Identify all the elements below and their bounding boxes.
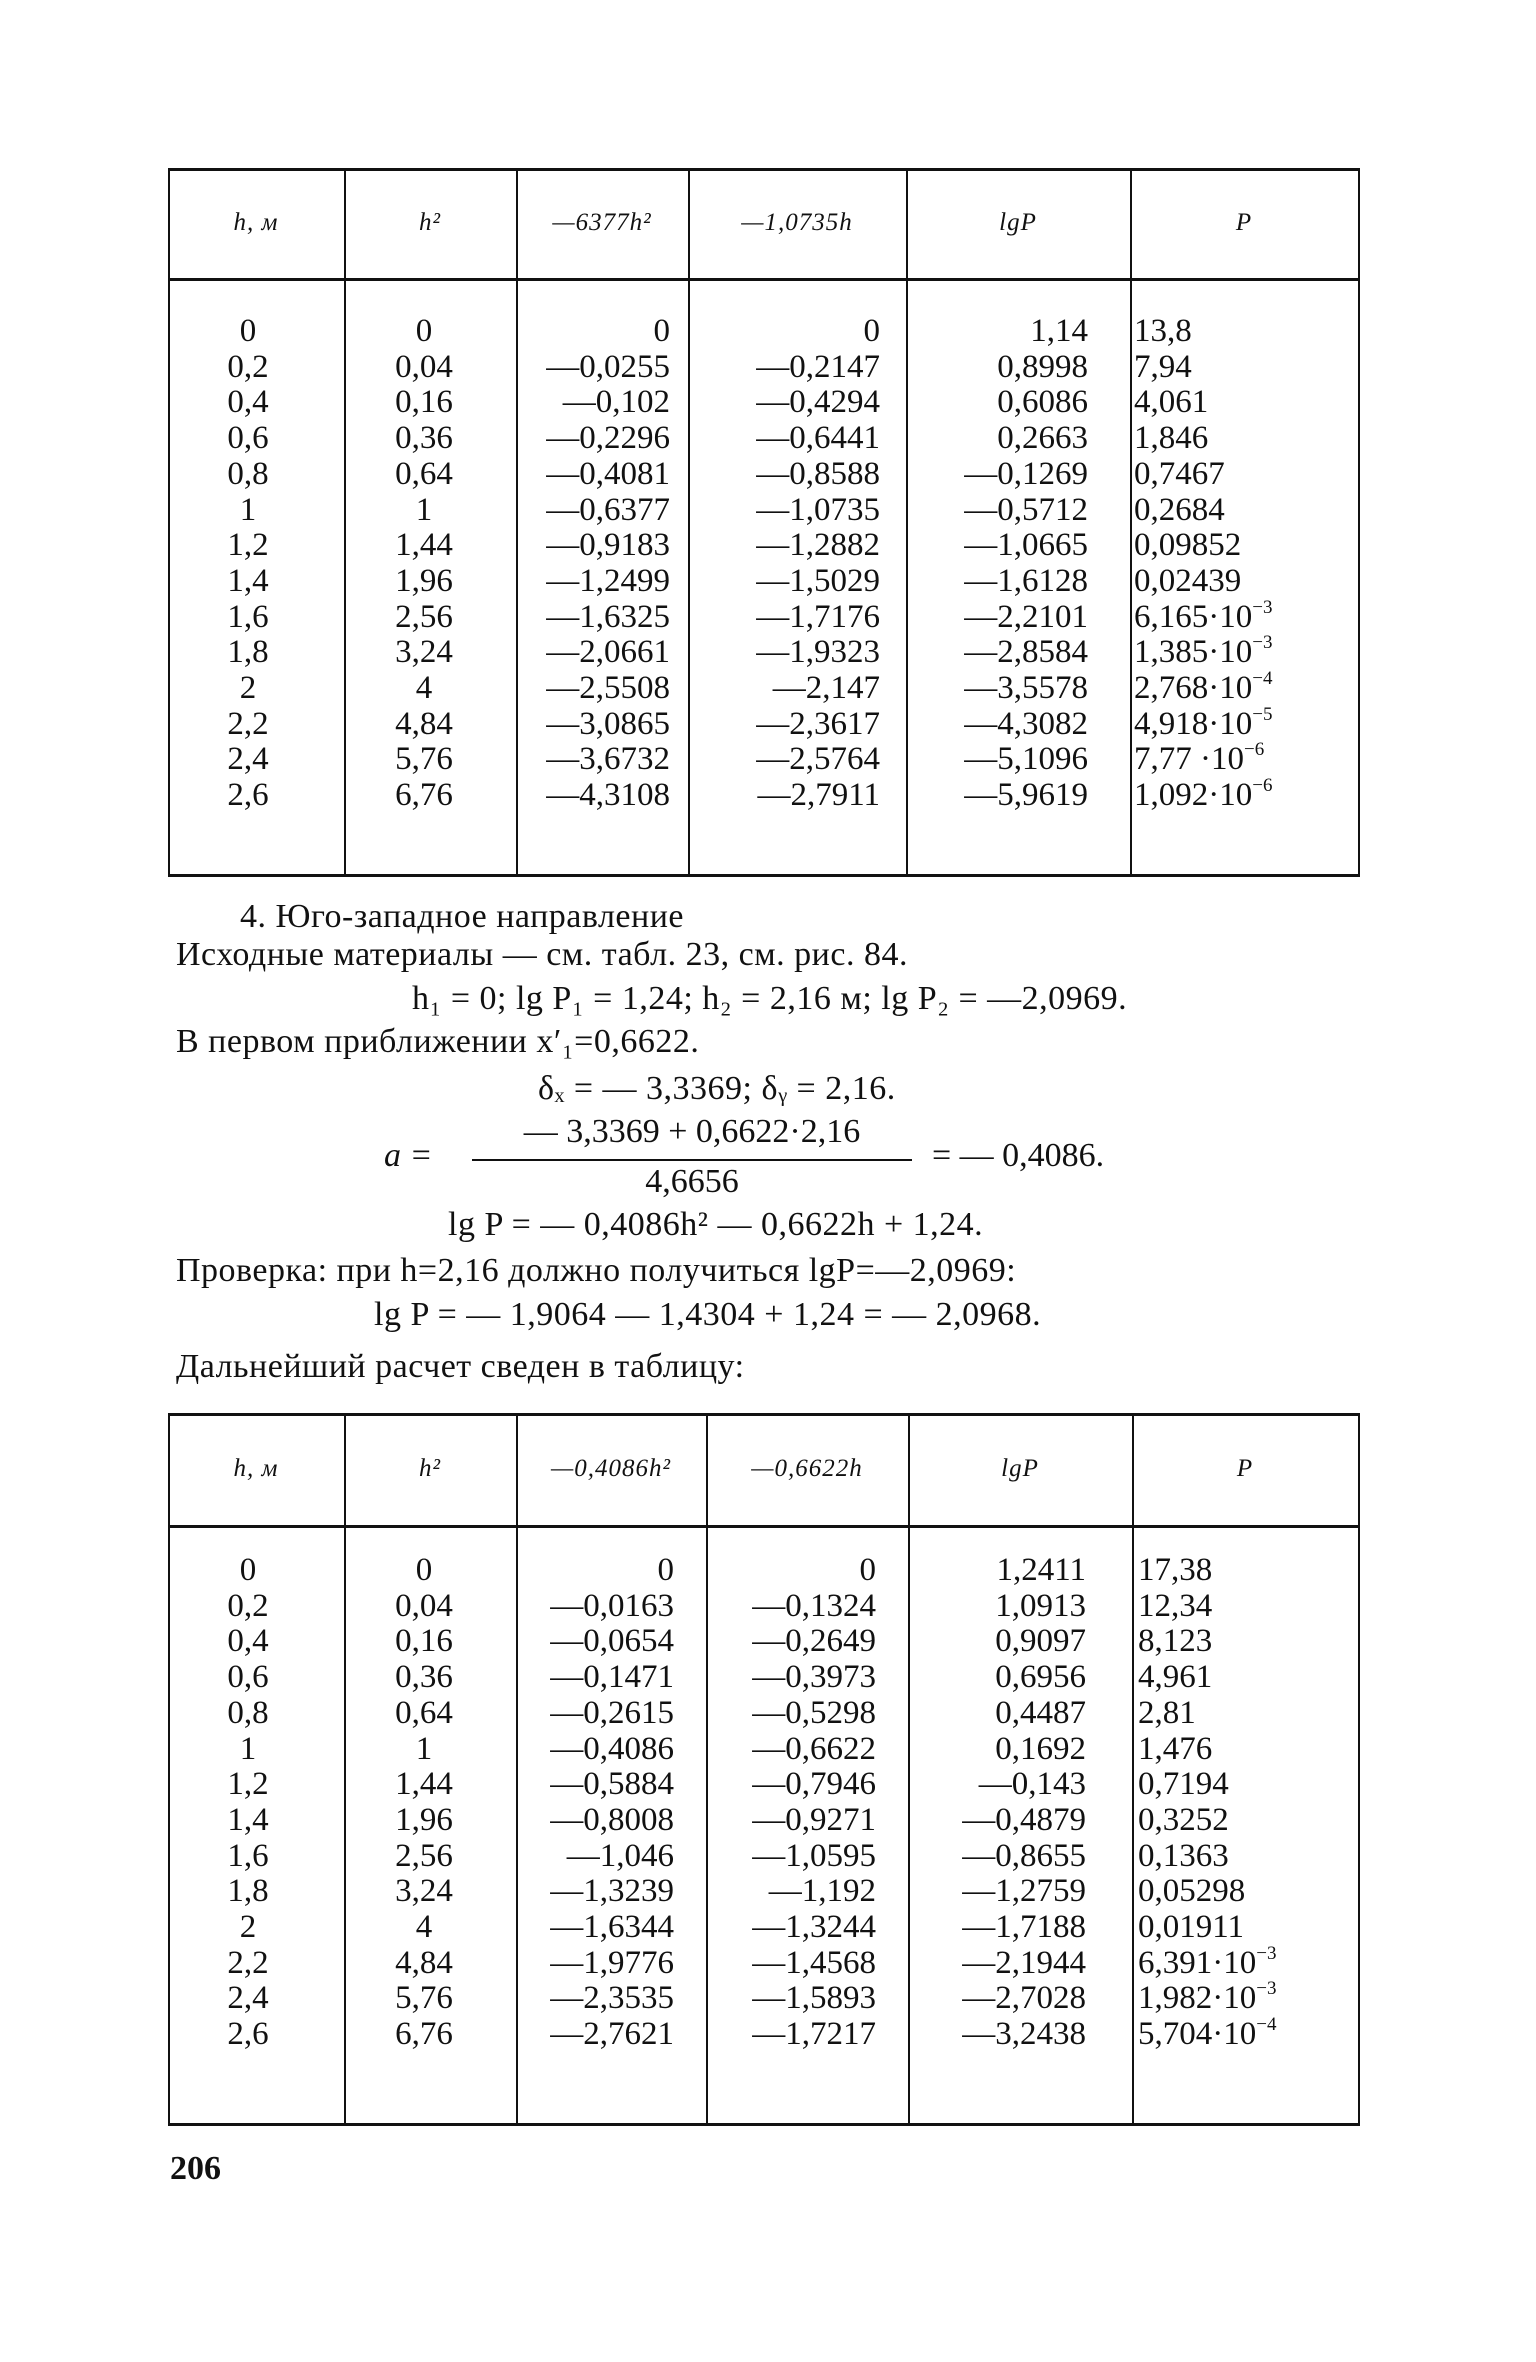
table-cell: 5,76 (395, 741, 453, 778)
value-mantissa: 1,092·10 (1134, 777, 1253, 814)
table-cell: 2,6 (227, 2016, 269, 2053)
table-cell: 1,2 (227, 527, 269, 564)
table-cell: —3,6732 (546, 741, 670, 778)
table-cell: 1,14 (1030, 313, 1088, 349)
table-cell: —4,3108 (546, 777, 670, 814)
table-cell: —0,9271 (752, 1801, 876, 1838)
table-cell: 1,2411 (996, 1552, 1086, 1588)
table-cell: —1,4568 (752, 1944, 876, 1981)
table-cell: 0,4 (227, 1623, 269, 1660)
table-cell: 1,8 (227, 634, 269, 671)
deltas-line: δₓ = — 3,3369; δᵧ = 2,16. (538, 1070, 896, 1107)
table-cell: 3,24 (395, 1873, 453, 1910)
table-cell: 0 (859, 1552, 876, 1588)
table-cell: —0,0163 (550, 1587, 674, 1624)
table-cell: 0,2663 (997, 420, 1088, 457)
table-cell: —0,6622 (752, 1730, 876, 1767)
formula-line: lg P = — 0,4086h² — 0,6622h + 1,24. (448, 1206, 984, 1243)
table-cell: 0 (239, 313, 257, 349)
table-cell: 1,44 (395, 527, 453, 564)
col-h2 (364, 314, 484, 814)
col-h (188, 1553, 308, 2053)
table-cell: —1,5893 (752, 1980, 876, 2017)
col-h (188, 314, 308, 814)
header-lgp: lgP (999, 209, 1037, 236)
table-cell: —0,5884 (550, 1766, 674, 1803)
table-cell: —2,3535 (550, 1980, 674, 2017)
col-p (1134, 314, 1344, 814)
table-cell: 6,76 (395, 2016, 453, 2053)
table-cell (1138, 1660, 1212, 1696)
table-header-rule (168, 1525, 1360, 1528)
header-h: h, м (233, 209, 279, 236)
table-cell: —2,3617 (756, 705, 880, 742)
value-exponent: −4 (1256, 2014, 1277, 2036)
value-exponent: −4 (1252, 668, 1273, 690)
value-mantissa: 0,09852 (1134, 527, 1242, 564)
header-h2: h² (419, 1455, 441, 1482)
table-cell: 1 (239, 1730, 257, 1767)
table-cell: 1,6 (227, 1837, 269, 1874)
table-cell: 0 (863, 313, 880, 349)
value-mantissa: 1,476 (1138, 1730, 1213, 1767)
table-cell: —0,7946 (752, 1766, 876, 1803)
value-mantissa: 4,961 (1138, 1659, 1213, 1696)
table-cell: —0,2649 (752, 1623, 876, 1660)
value-mantissa: 0,7467 (1134, 455, 1225, 492)
col-3 (518, 1553, 674, 2053)
table-cell: 0,1692 (995, 1730, 1086, 1767)
fraction-numerator: — 3,3369 + 0,6622·2,16 (523, 1113, 861, 1150)
table-cell (1138, 1589, 1212, 1625)
table-cell: 1,96 (395, 1801, 453, 1838)
table-cell: —0,5298 (752, 1694, 876, 1731)
table-cell: 0,16 (395, 1623, 453, 1660)
table-cell: —1,192 (768, 1873, 876, 1910)
section-title: 4. Юго-западное направление (240, 898, 684, 935)
table-cell: 0,8 (227, 1694, 269, 1731)
table-cell (1138, 1553, 1212, 1589)
table-cell: 2,4 (227, 1980, 269, 2017)
table-cell: 3,24 (395, 634, 453, 671)
value-mantissa: 7,94 (1134, 348, 1192, 385)
table-cell: —0,8655 (962, 1837, 1086, 1874)
value-mantissa: 0,05298 (1138, 1873, 1246, 1910)
header-col3: —6377h² (552, 209, 652, 236)
table-cell: —0,0654 (550, 1623, 674, 1660)
table-bottom-rule (168, 874, 1360, 877)
table-cell: 0,6 (227, 1659, 269, 1696)
table-cell (1138, 1978, 1277, 2017)
table-cell (1134, 564, 1241, 600)
table-cell: —1,2759 (962, 1873, 1086, 1910)
col-lgp (918, 314, 1088, 814)
table-cell: —1,9323 (756, 634, 880, 671)
table-cell: —1,5029 (756, 562, 880, 599)
table-cell: 1 (415, 1730, 433, 1767)
check-result: lg P = — 1,9064 — 1,4304 + 1,24 = — 2,0968. (374, 1296, 1042, 1333)
table-cell: 0,36 (395, 1659, 453, 1696)
value-mantissa: 4,061 (1134, 384, 1209, 421)
table-cell (1134, 596, 1273, 636)
value-exponent: −3 (1256, 1978, 1277, 2000)
table-cell: —2,8584 (964, 634, 1088, 671)
value-mantissa: 2,768·10 (1134, 670, 1253, 707)
table-cell: 0 (415, 313, 433, 349)
table-cell: 2,4 (227, 741, 269, 778)
value-mantissa: 13,8 (1134, 313, 1192, 349)
table-cell: 1 (415, 491, 433, 528)
table-cell: 0 (415, 1552, 433, 1588)
col-lgp (918, 1553, 1086, 2053)
table-cell: —2,147 (772, 670, 880, 707)
table-cell (1138, 1839, 1229, 1875)
column-divider (1358, 168, 1360, 874)
table-cell: 0,8998 (997, 348, 1088, 385)
table-cell (1134, 314, 1192, 350)
table-cell: 1,4 (227, 562, 269, 599)
table-cell: 0,6086 (997, 384, 1088, 421)
value-mantissa: 4,918·10 (1134, 705, 1253, 742)
table-cell: —5,9619 (964, 777, 1088, 814)
value-exponent: −6 (1244, 739, 1265, 761)
table-cell: —1,3239 (550, 1873, 674, 1910)
table-cell: —0,8008 (550, 1801, 674, 1838)
table-cell: 2,2 (227, 705, 269, 742)
table-cell (1134, 457, 1225, 493)
table-cell (1134, 350, 1192, 386)
table-cell: —1,6325 (546, 598, 670, 635)
value-mantissa: 7,77 ·10 (1134, 741, 1244, 778)
table-cell: —2,1944 (962, 1944, 1086, 1981)
table-cell: —1,046 (566, 1837, 674, 1874)
check-line: Проверка: при h=2,16 должно получиться lgP=—2,0969: (176, 1252, 1017, 1289)
table-cell: —1,2499 (546, 562, 670, 599)
table-bottom-rule (168, 2123, 1360, 2126)
table-cell (1134, 493, 1225, 529)
table-cell: 1,44 (395, 1766, 453, 1803)
table-cell: 4,84 (395, 1944, 453, 1981)
table-cell: —1,6344 (550, 1909, 674, 1946)
table-cell: 0,4487 (995, 1694, 1086, 1731)
table-cell (1134, 775, 1273, 814)
approx-line: В первом приближении x′₁=0,6622. (176, 1023, 700, 1060)
fraction-lhs: a = (384, 1137, 433, 1174)
header-col4: —0,6622h (751, 1455, 863, 1482)
header-p: P (1235, 209, 1253, 236)
table-cell: 5,76 (395, 1980, 453, 2017)
table-cell: —2,7911 (757, 777, 880, 814)
table-cell: —0,6441 (756, 420, 880, 457)
table-cell: —3,5578 (964, 670, 1088, 707)
table-cell: 0,04 (395, 1587, 453, 1624)
table-cell: —0,2296 (546, 420, 670, 457)
header-h2: h² (419, 209, 441, 236)
table-cell: 0,6 (227, 420, 269, 457)
table-cell: —2,5764 (756, 741, 880, 778)
value-mantissa: 0,01911 (1138, 1909, 1245, 1946)
value-mantissa: 0,1363 (1138, 1837, 1229, 1874)
table-cell: —2,7621 (550, 2016, 674, 2053)
table-cell: —1,0595 (752, 1837, 876, 1874)
value-exponent: −6 (1252, 775, 1273, 797)
table-cell (1138, 1874, 1245, 1910)
value-mantissa: 0,2684 (1134, 491, 1225, 528)
col-p (1138, 1553, 1348, 2053)
table-cell (1134, 668, 1273, 707)
table-cell: —2,2101 (964, 598, 1088, 635)
table-cell: 2,2 (227, 1944, 269, 1981)
table-cell: —0,2147 (756, 348, 880, 385)
fraction-formula (384, 1113, 1105, 1203)
table-cell: 0,9097 (995, 1623, 1086, 1660)
next-line: Дальнейший расчет сведен в таблицу: (176, 1348, 745, 1385)
col-3 (518, 314, 670, 814)
table-cell: —3,2438 (962, 2016, 1086, 2053)
table-cell: 6,76 (395, 777, 453, 814)
table-cell: —0,143 (978, 1766, 1086, 1803)
header-h: h, м (233, 1455, 279, 1482)
table-cell: 1 (239, 491, 257, 528)
col-4 (708, 1553, 876, 2053)
value-mantissa: 8,123 (1138, 1623, 1213, 1660)
table-cell: 2,56 (395, 1837, 453, 1874)
table-cell: —0,9183 (546, 527, 670, 564)
table-cell: —1,2882 (756, 527, 880, 564)
table-cell: —3,0865 (546, 705, 670, 742)
table-cell: 1,2 (227, 1766, 269, 1803)
table-cell (1138, 1767, 1229, 1803)
table-cell: —2,0661 (546, 634, 670, 671)
value-mantissa: 1,385·10 (1134, 634, 1253, 671)
header-p: P (1236, 1455, 1254, 1482)
table-cell: 0 (239, 1552, 257, 1588)
value-mantissa: 2,81 (1138, 1694, 1196, 1731)
value-mantissa: 17,38 (1138, 1552, 1213, 1588)
column-divider (1358, 1413, 1360, 2123)
table-cell: —0,1269 (964, 455, 1088, 492)
table-cell: 0,04 (395, 348, 453, 385)
value-mantissa: 12,34 (1138, 1587, 1213, 1624)
table-cell: 1,8 (227, 1873, 269, 1910)
table-cell: —1,7176 (756, 598, 880, 635)
value-mantissa: 6,165·10 (1134, 598, 1253, 635)
value-exponent: −5 (1252, 703, 1273, 725)
value-mantissa: 1,846 (1134, 420, 1209, 457)
table-cell: 0,2 (227, 348, 269, 385)
table-cell: —1,7217 (752, 2016, 876, 2053)
table-cell: —1,6128 (964, 562, 1088, 599)
table-cell: 1,96 (395, 562, 453, 599)
table-cell: —1,9776 (550, 1944, 674, 1981)
fraction-result: = — 0,4086. (932, 1137, 1105, 1174)
table-cell: —0,2615 (550, 1694, 674, 1731)
fraction-denominator: 4,6656 (645, 1163, 739, 1200)
table-cell: —1,0735 (756, 491, 880, 528)
table-cell (1134, 421, 1208, 457)
table-cell: 0,4 (227, 384, 269, 421)
table-cell: —1,0665 (964, 527, 1088, 564)
value-mantissa: 0,7194 (1138, 1766, 1229, 1803)
table-cell: 0,16 (395, 384, 453, 421)
table-cell: —0,6377 (546, 491, 670, 528)
table-cell: 0,6956 (995, 1659, 1086, 1696)
page-number: 206 (170, 2150, 221, 2187)
value-exponent: −3 (1252, 632, 1273, 654)
table-cell: 2,56 (395, 598, 453, 635)
table-cell: —4,3082 (964, 705, 1088, 742)
table-cell: —5,1096 (964, 741, 1088, 778)
table-cell: 0,64 (395, 1694, 453, 1731)
table-cell: 0 (657, 1552, 674, 1588)
table-cell: 0,64 (395, 455, 453, 492)
given-values: h₁ = 0; lg P₁ = 1,24; h₂ = 2,16 м; lg P₂ = —2,0969. (412, 980, 1128, 1017)
table-cell: 1,6 (227, 598, 269, 635)
table-cell: —0,1471 (550, 1659, 674, 1696)
table-cell: —0,4086 (550, 1730, 674, 1767)
table-cell (1134, 528, 1241, 564)
header-lgp: lgP (1001, 1455, 1039, 1482)
table-cell: 4,84 (395, 705, 453, 742)
col-4 (698, 314, 880, 814)
table-cell: 2,6 (227, 777, 269, 814)
value-mantissa: 1,982·10 (1138, 1980, 1257, 2017)
table-cell: 4 (415, 670, 433, 707)
table-cell: 0,2 (227, 1587, 269, 1624)
table-cell: 1,4 (227, 1801, 269, 1838)
table-cell (1138, 1910, 1244, 1946)
table-cell: —2,7028 (962, 1980, 1086, 2017)
table-cell: —1,7188 (962, 1909, 1086, 1946)
table-cell: —0,4879 (962, 1801, 1086, 1838)
table-1 (168, 168, 1360, 880)
table-cell: —0,4294 (756, 384, 880, 421)
table-cell (1138, 1696, 1196, 1732)
table-cell (1134, 703, 1273, 743)
value-mantissa: 0,02439 (1134, 562, 1242, 599)
col-h2 (364, 1553, 484, 2053)
table-cell (1138, 1942, 1277, 1982)
table-cell (1138, 1624, 1212, 1660)
value-exponent: −3 (1252, 596, 1273, 618)
table-cell: 0,8 (227, 455, 269, 492)
table-cell (1134, 385, 1208, 421)
header-col4: —1,0735h (741, 209, 853, 236)
table-cell: 1,0913 (995, 1587, 1086, 1624)
table-cell: —0,0255 (546, 348, 670, 385)
table-cell: —0,5712 (964, 491, 1088, 528)
table-cell (1138, 1732, 1212, 1768)
table-2 (168, 1413, 1360, 2129)
table-cell: —0,4081 (546, 455, 670, 492)
table-cell: —0,3973 (752, 1659, 876, 1696)
table-cell: 4 (415, 1909, 433, 1946)
table-cell: —0,102 (562, 384, 670, 421)
table-cell: 0 (653, 313, 670, 349)
header-col3: —0,4086h² (551, 1455, 671, 1482)
table-cell (1138, 2014, 1277, 2053)
source-line: Исходные материалы — см. табл. 23, см. рис. 84. (176, 936, 908, 973)
value-mantissa: 6,391·10 (1138, 1944, 1257, 1981)
value-exponent: −3 (1256, 1942, 1277, 1964)
fraction-bar (472, 1159, 912, 1161)
table-header-rule (168, 278, 1360, 281)
value-mantissa: 5,704·10 (1138, 2016, 1257, 2053)
table-cell: 2 (239, 1909, 257, 1946)
value-mantissa: 0,3252 (1138, 1801, 1229, 1838)
table-cell (1134, 632, 1273, 671)
table-cell (1134, 739, 1265, 778)
table-cell: —0,1324 (752, 1587, 876, 1624)
table-cell: —2,5508 (546, 670, 670, 707)
table-cell: —1,3244 (752, 1909, 876, 1946)
table-cell: —0,8588 (756, 455, 880, 492)
table-cell (1138, 1803, 1229, 1839)
table-cell: 0,36 (395, 420, 453, 457)
table-cell: 2 (239, 670, 257, 707)
